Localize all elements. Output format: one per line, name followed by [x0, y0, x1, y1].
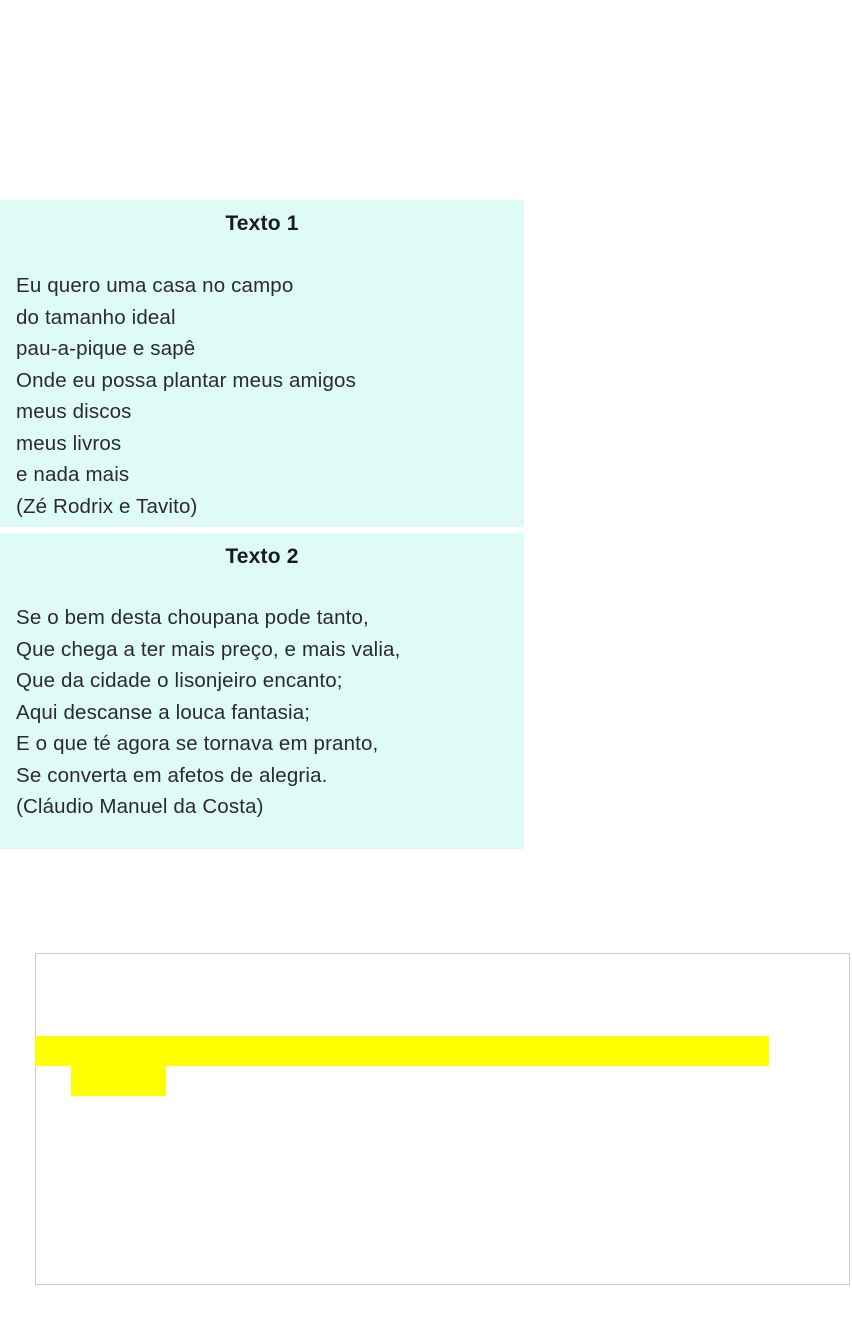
poem-line: e nada mais	[16, 463, 130, 486]
text-block-texto1-attribution: (Zé Rodrix e Tavito)	[16, 494, 198, 518]
text-block-texto1	[0, 200, 524, 527]
poem-line: meus livros	[16, 431, 122, 455]
poem-line: Aqui descanse a louca fantasia;	[16, 700, 311, 724]
poem-line: Que da cidade o lisonjeiro encanto;	[16, 669, 343, 692]
poem-line: Onde eu possa plantar meus amigos	[16, 368, 356, 392]
highlight-mark-line-2	[71, 1066, 166, 1096]
poem-line: meus discos	[16, 400, 132, 423]
text-block-texto2-body	[16, 602, 508, 823]
poem-line: E o que té agora se tornava em pranto,	[16, 732, 379, 755]
text-block-texto2	[0, 533, 524, 849]
poem-line: Se o bem desta choupana pode tanto,	[16, 606, 369, 629]
text-block-texto1-body	[16, 270, 508, 522]
poem-line: do tamanho ideal	[16, 305, 176, 329]
text-block-texto2-attribution: (Cláudio Manuel da Costa)	[16, 795, 264, 818]
highlight-mark-line-1	[35, 1036, 769, 1066]
answer-area-box[interactable]	[35, 953, 850, 1285]
poem-line: Que chega a ter mais preço, e mais valia,	[16, 637, 401, 661]
poem-line: Eu quero uma casa no campo	[16, 274, 294, 297]
text-block-texto1-title: Texto 1	[225, 212, 299, 235]
poem-line: Se converta em afetos de alegria.	[16, 763, 328, 787]
text-block-texto2-title: Texto 2	[225, 545, 299, 568]
poem-line: pau-a-pique e sapê	[16, 337, 196, 360]
